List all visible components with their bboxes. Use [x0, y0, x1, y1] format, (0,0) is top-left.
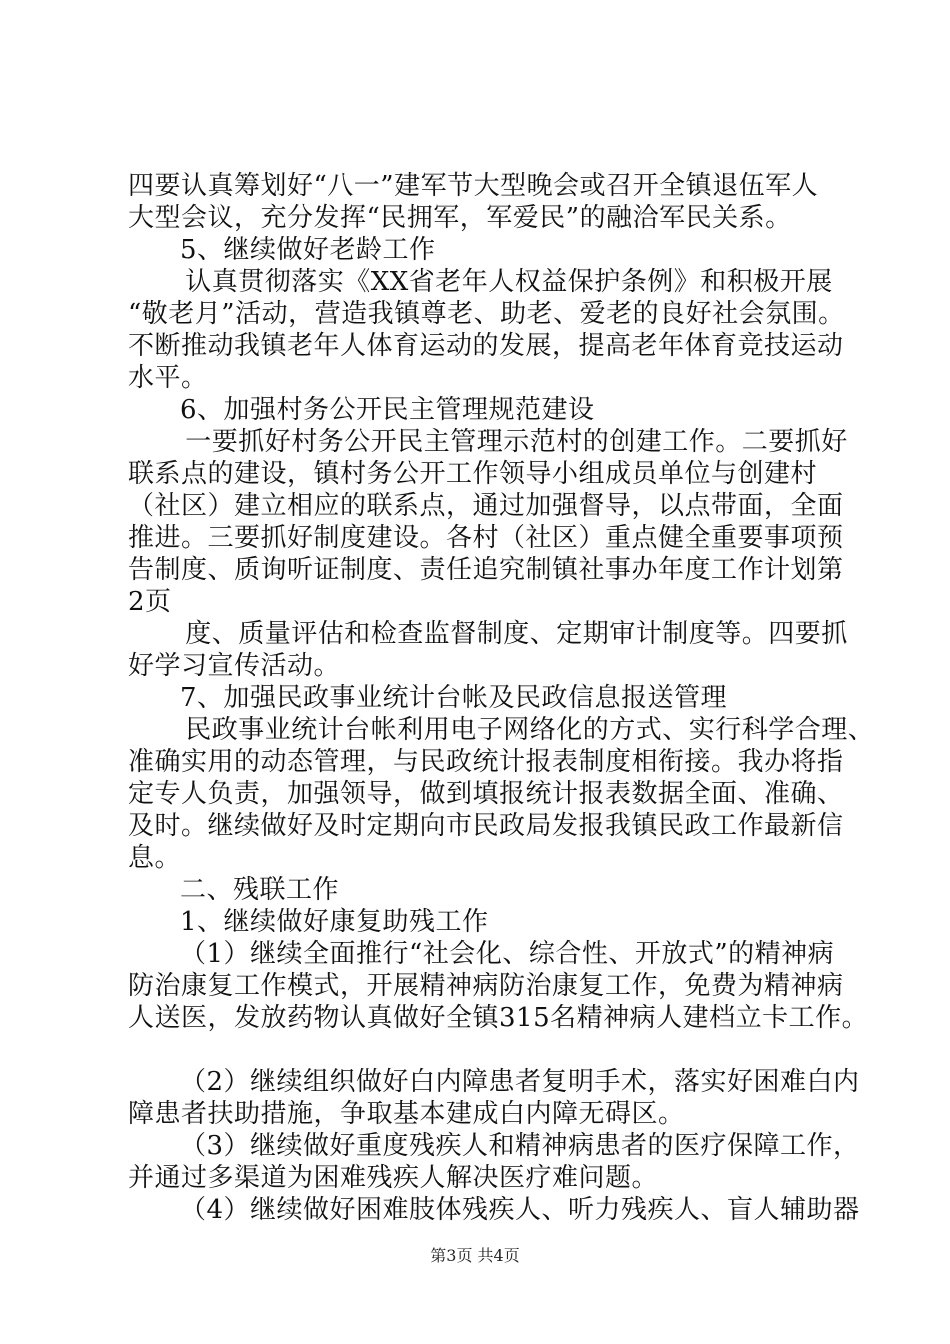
text-line: 告制度、质询听证制度、责任追究制镇社事办年度工作计划第: [128, 555, 844, 585]
text-line: 防治康复工作模式，开展精神病防治康复工作，免费为精神病: [128, 971, 844, 1001]
text-line: 1、继续做好康复助残工作: [180, 907, 489, 937]
document-body: [128, 170, 875, 1226]
text-line: 7、加强民政事业统计台帐及民政信息报送管理: [180, 683, 728, 713]
text-line: 好学习宣传活动。: [128, 651, 341, 681]
text-line: 定专人负责，加强领导，做到填报统计报表数据全面、准确、: [128, 779, 844, 809]
text-line: 不断推动我镇老年人体育运动的发展，提高老年体育竞技运动: [128, 331, 844, 361]
text-line: 及时。继续做好及时定期向市民政局发报我镇民政工作最新信: [128, 811, 844, 841]
text-line: 水平。: [128, 363, 208, 393]
text-line: 推进。三要抓好制度建设。各村（社区）重点健全重要事项预: [128, 523, 844, 553]
text-line: 二、残联工作: [180, 875, 340, 905]
text-line: “敬老月”活动，营造我镇尊老、助老、爱老的良好社会氛围。: [128, 299, 845, 329]
text-line: （4）继续做好困难肢体残疾人、听力残疾人、盲人辅助器: [180, 1195, 860, 1225]
text-line: （社区）建立相应的联系点，通过加强督导，以点带面，全面: [128, 491, 844, 521]
text-line: 6、加强村务公开民主管理规范建设: [180, 395, 595, 425]
text-line: 2页: [128, 587, 172, 617]
text-line: 度、质量评估和检查监督制度、定期审计制度等。四要抓: [185, 619, 848, 649]
text-line: 人送医，发放药物认真做好全镇315名精神病人建档立卡工作。: [128, 1003, 869, 1033]
text-line: 一要抓好村务公开民主管理示范村的创建工作。二要抓好: [185, 427, 848, 457]
text-line: 并通过多渠道为困难残疾人解决医疗难问题。: [128, 1163, 659, 1193]
text-line: 障患者扶助措施，争取基本建成白内障无碍区。: [128, 1099, 685, 1129]
text-line: 息。: [128, 843, 182, 873]
text-line: 准确实用的动态管理，与民政统计报表制度相衔接。我办将指: [128, 747, 844, 777]
text-line: 四要认真筹划好“八一”建军节大型晚会或召开全镇退伍军人: [128, 171, 819, 201]
text-line: 5、继续做好老龄工作: [180, 235, 436, 265]
page-footer: 第3页 共4页: [430, 1246, 520, 1265]
text-line: 认真贯彻落实《XX省老年人权益保护条例》和积极开展: [185, 267, 833, 297]
text-line: 联系点的建设，镇村务公开工作领导小组成员单位与创建村: [128, 459, 818, 489]
text-line: 民政事业统计台帐利用电子网络化的方式、实行科学合理、: [185, 715, 875, 745]
text-line: [128, 1034, 848, 1066]
text-line: （3）继续做好重度残疾人和精神病患者的医疗保障工作，: [180, 1131, 860, 1161]
text-line: （1）继续全面推行“社会化、综合性、开放式”的精神病: [180, 939, 835, 969]
text-line: （2）继续组织做好白内障患者复明手术，落实好困难白内: [180, 1067, 860, 1097]
text-line: 大型会议，充分发挥“民拥军，军爱民”的融洽军民关系。: [128, 203, 792, 233]
